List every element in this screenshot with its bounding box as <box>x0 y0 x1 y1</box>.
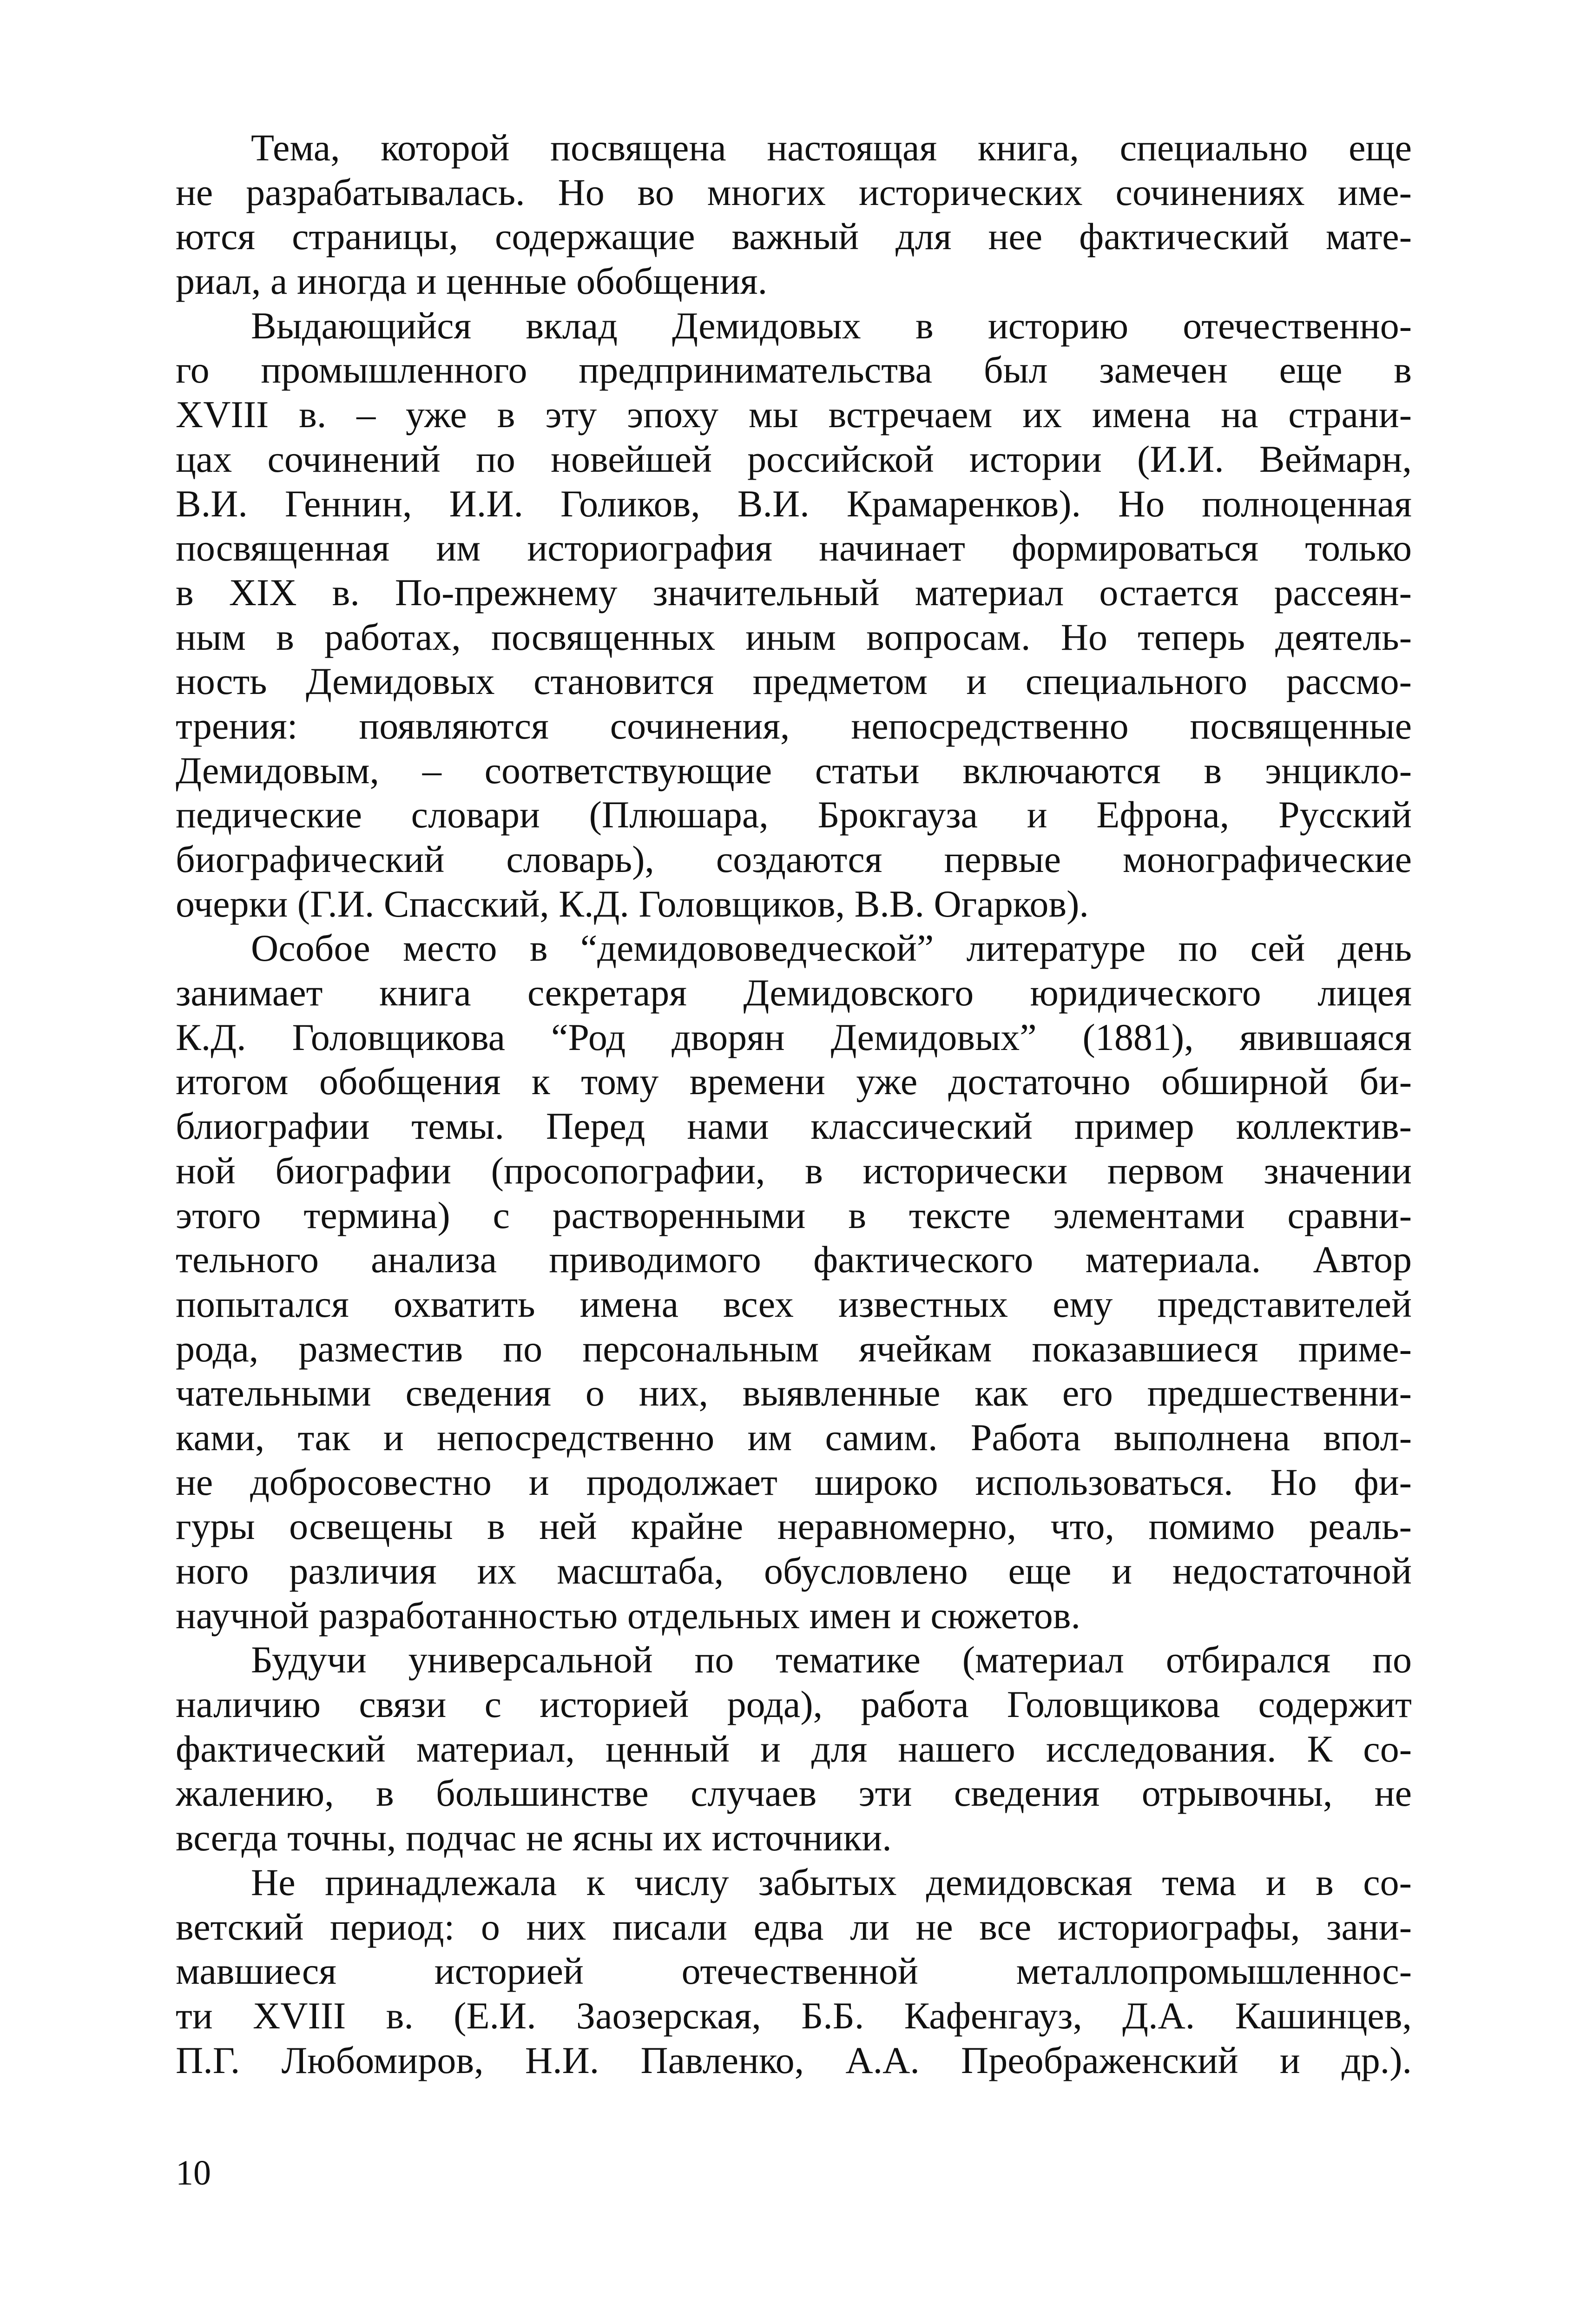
text-line: ного различия их масштаба, обусловлено еще и недостаточной <box>176 1550 1412 1592</box>
text-line: риал, а иногда и ценные обобщения. <box>176 260 768 303</box>
text-line: чательными сведения о них, выявленные как его предшественни- <box>176 1372 1412 1414</box>
text-line: мавшиеся историей отечественной металлопромышленнос- <box>176 1950 1412 1993</box>
paragraph <box>176 304 1412 926</box>
text-line: ной биографии (просопографии, в исторически первом значении <box>176 1149 1412 1192</box>
text-line: очерки (Г.И. Спасский, К.Д. Головщиков, В.В. Огарков). <box>176 882 1089 925</box>
text-line: итогом обобщения к тому времени уже достаточно обширной би- <box>176 1060 1412 1103</box>
text-line: посвященная им историография начинает формироваться только <box>176 527 1412 569</box>
text-line: биографический словарь), создаются первые монографические <box>176 838 1412 880</box>
body-text <box>176 125 1412 2082</box>
text-line: ветский период: о них писали едва ли не все историографы, зани- <box>176 1905 1412 1948</box>
text-line: Тема, которой посвящена настоящая книга, специально еще <box>251 126 1412 169</box>
text-line: цах сочинений по новейшей российской истории (И.И. Веймарн, <box>176 437 1412 480</box>
text-line: го промышленного предпринимательства был замечен еще в <box>176 349 1412 391</box>
text-line: ным в работах, посвященных иным вопросам. Но теперь деятель- <box>176 615 1412 658</box>
paragraph <box>176 1637 1412 1860</box>
text-line: фактический материал, ценный и для нашего исследования. К со- <box>176 1727 1412 1770</box>
text-line: Будучи универсальной по тематике (материал отбирался по <box>251 1638 1412 1681</box>
text-line: всегда точны, подчас не ясны их источники. <box>176 1816 892 1859</box>
text-line: не добросовестно и продолжает широко использоваться. Но фи- <box>176 1460 1412 1503</box>
text-line: гуры освещены в ней крайне неравномерно, что, помимо реаль- <box>176 1505 1412 1548</box>
text-line: тельного анализа приводимого фактического материала. Автор <box>176 1238 1412 1281</box>
text-line: трения: появляются сочинения, непосредственно посвященные <box>176 704 1412 747</box>
text-line: П.Г. Любомиров, Н.И. Павленко, А.А. Преображенский и др.). <box>176 2039 1412 2081</box>
text-line: ками, так и непосредственно им самим. Работа выполнена впол- <box>176 1416 1412 1459</box>
text-line: XVIII в. – уже в эту эпоху мы встречаем их имена на страни- <box>176 393 1412 436</box>
text-line: в XIX в. По-прежнему значительный материал остается рассеян- <box>176 571 1412 614</box>
text-line: не разрабатывалась. Но во многих исторических сочинениях име- <box>176 171 1412 213</box>
text-line: жалению, в большинстве случаев эти сведения отрывочны, не <box>176 1772 1412 1815</box>
page-number: 10 <box>176 2153 211 2192</box>
text-line: попытался охватить имена всех известных ему представителей <box>176 1282 1412 1325</box>
text-line: ются страницы, содержащие важный для нее фактический мате- <box>176 215 1412 258</box>
text-line: педические словари (Плюшара, Брокгауза и Ефрона, Русский <box>176 793 1412 836</box>
text-line: рода, разместив по персональным ячейкам показавшиеся приме- <box>176 1327 1412 1370</box>
text-line: В.И. Геннин, И.И. Голиков, В.И. Крамаренков). Но полноценная <box>176 482 1412 525</box>
text-line: ность Демидовых становится предметом и специального рассмо- <box>176 660 1412 703</box>
paragraph <box>176 125 1412 304</box>
text-line: Не принадлежала к числу забытых демидовская тема и в со- <box>251 1861 1412 1903</box>
paragraph <box>176 1860 1412 2082</box>
text-line: научной разработанностью отдельных имен и сюжетов. <box>176 1594 1080 1637</box>
text-line: Демидовым, – соответствующие статьи включаются в энцикло- <box>176 749 1412 792</box>
text-line: наличию связи с историей рода), работа Головщикова содержит <box>176 1683 1412 1726</box>
text-line: Особое место в “демидововедческой” литературе по сей день <box>251 927 1412 970</box>
text-line: блиографии темы. Перед нами классический пример коллектив- <box>176 1105 1412 1148</box>
text-line: ти XVIII в. (Е.И. Заозерская, Б.Б. Кафенгауз, Д.А. Кашинцев, <box>176 1994 1412 2037</box>
text-line: Выдающийся вклад Демидовых в историю отечественно- <box>251 304 1412 347</box>
paragraph <box>176 926 1412 1637</box>
text-line: занимает книга секретаря Демидовского юридического лицея <box>176 971 1412 1014</box>
text-line: К.Д. Головщикова “Род дворян Демидовых” (1881), явившаяся <box>176 1016 1412 1058</box>
text-line: этого термина) с растворенными в тексте элементами сравни- <box>176 1194 1412 1236</box>
